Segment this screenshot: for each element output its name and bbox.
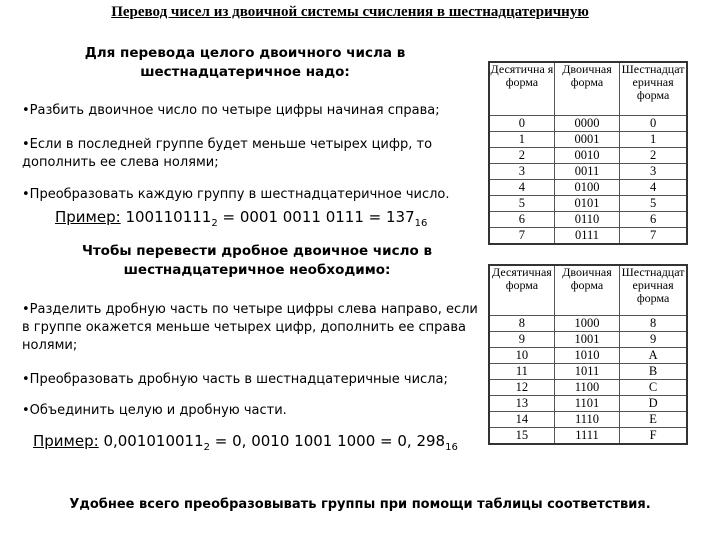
table-row [489,364,687,380]
cell-binary: 1010 [554,348,619,364]
table-row [489,228,687,245]
cell-binary: 0110 [554,212,619,228]
cell-hex: B [620,364,687,380]
section1-bullet-1: •Разбить двоичное число по четыре цифры начиная справа; [22,103,440,118]
cell-decimal: 7 [489,228,554,245]
example-result-base: 16 [414,218,428,229]
section2-example [33,432,458,453]
example-label: Пример: [33,432,99,450]
section2-bullet-3: •Объединить целую и дробную части. [22,403,287,418]
column-header-decimal: Десятичная форма [489,265,554,316]
table-row [489,116,687,132]
example-label: Пример: [55,208,121,226]
cell-hex: 8 [620,316,687,332]
cell-hex: 7 [620,228,687,245]
cell-hex: A [620,348,687,364]
table-row [489,428,687,445]
cell-hex: 9 [620,332,687,348]
cell-binary: 0010 [554,148,619,164]
cell-decimal: 10 [489,348,554,364]
cell-hex: 1 [620,132,687,148]
section1-bullet-3: •Преобразовать каждую группу в шестнадцатеричное число. [22,187,450,202]
cell-binary: 1011 [554,364,619,380]
cell-decimal: 15 [489,428,554,445]
section1-heading: Для перевода целого двоичного числа в шестнадцатеричное надо: [84,45,406,80]
cell-binary: 1100 [554,380,619,396]
table-row [489,348,687,364]
cell-binary: 0100 [554,180,619,196]
table-hex-0-7 [488,61,688,245]
table-row [489,180,687,196]
table-row [489,132,687,148]
cell-hex: 4 [620,180,687,196]
cell-decimal: 12 [489,380,554,396]
cell-hex: D [620,396,687,412]
cell-decimal: 11 [489,364,554,380]
cell-binary: 0111 [554,228,619,245]
column-header-hex: Шестнадцат еричная форма [620,62,687,116]
page-title: Перевод чисел из двоичной системы счисления в шестнадцатеричную [111,4,589,20]
example-binary: 100110111 [120,208,212,226]
cell-decimal: 0 [489,116,554,132]
column-header-hex: Шестнадцат еричная форма [620,265,687,316]
section2-heading: Чтобы перевести дробное двоичное число в шестнадцатеричное необходимо: [81,243,433,278]
cell-hex: C [620,380,687,396]
cell-binary: 0001 [554,132,619,148]
cell-decimal: 8 [489,316,554,332]
cell-binary: 1110 [554,412,619,428]
cell-hex: 2 [620,148,687,164]
cell-hex: 3 [620,164,687,180]
cell-decimal: 14 [489,412,554,428]
cell-decimal: 13 [489,396,554,412]
cell-decimal: 9 [489,332,554,348]
table-row [489,316,687,332]
table-row [489,380,687,396]
table-header-row [489,62,687,116]
cell-hex: 6 [620,212,687,228]
cell-decimal: 2 [489,148,554,164]
section2-bullet-2: •Преобразовать дробную часть в шестнадцатеричные числа; [22,372,448,387]
example-rest: = 0001 0011 0111 = 137 [217,208,415,226]
table-row [489,212,687,228]
cell-hex: 0 [620,116,687,132]
column-header-binary: Двоичная форма [554,62,619,116]
table-row [489,164,687,180]
cell-binary: 0101 [554,196,619,212]
cell-decimal: 3 [489,164,554,180]
section2-bullet-1: •Разделить дробную часть по четыре цифры слева направо, если в группе окажется меньше четырех цифр, дополнить ее справа нолями; [22,302,478,353]
table1-body [489,116,687,245]
table-row [489,412,687,428]
cell-binary: 1000 [554,316,619,332]
cell-binary: 0011 [554,164,619,180]
cell-decimal: 6 [489,212,554,228]
table-row [489,332,687,348]
table-row [489,148,687,164]
cell-hex: F [620,428,687,445]
example-rest: = 0, 0010 1001 1000 = 0, 298 [210,432,446,450]
table-hex-8-15 [488,264,688,445]
cell-decimal: 5 [489,196,554,212]
cell-binary: 1101 [554,396,619,412]
cell-binary: 0000 [554,116,619,132]
cell-binary: 1111 [554,428,619,445]
example-result-base: 16 [445,442,458,453]
table2-body [489,316,687,445]
section1-example [55,208,427,229]
table-header-row [489,265,687,316]
table-row [489,396,687,412]
section1-bullet-2: •Если в последней группе будет меньше четырех цифр, то дополнить ее слева нолями; [22,137,433,170]
example-binary-base: 2 [203,442,211,453]
cell-binary: 1001 [554,332,619,348]
column-header-decimal: Десятична я форма [489,62,554,116]
table-row [489,196,687,212]
example-binary-base: 2 [211,218,218,229]
example-binary: 0,001010011 [98,432,204,450]
column-header-binary: Двоичная форма [554,265,619,316]
cell-hex: 5 [620,196,687,212]
footer-note: Удобнее всего преобразовывать группы при помощи таблицы соответствия. [69,497,651,512]
cell-decimal: 4 [489,180,554,196]
cell-hex: E [620,412,687,428]
cell-decimal: 1 [489,132,554,148]
